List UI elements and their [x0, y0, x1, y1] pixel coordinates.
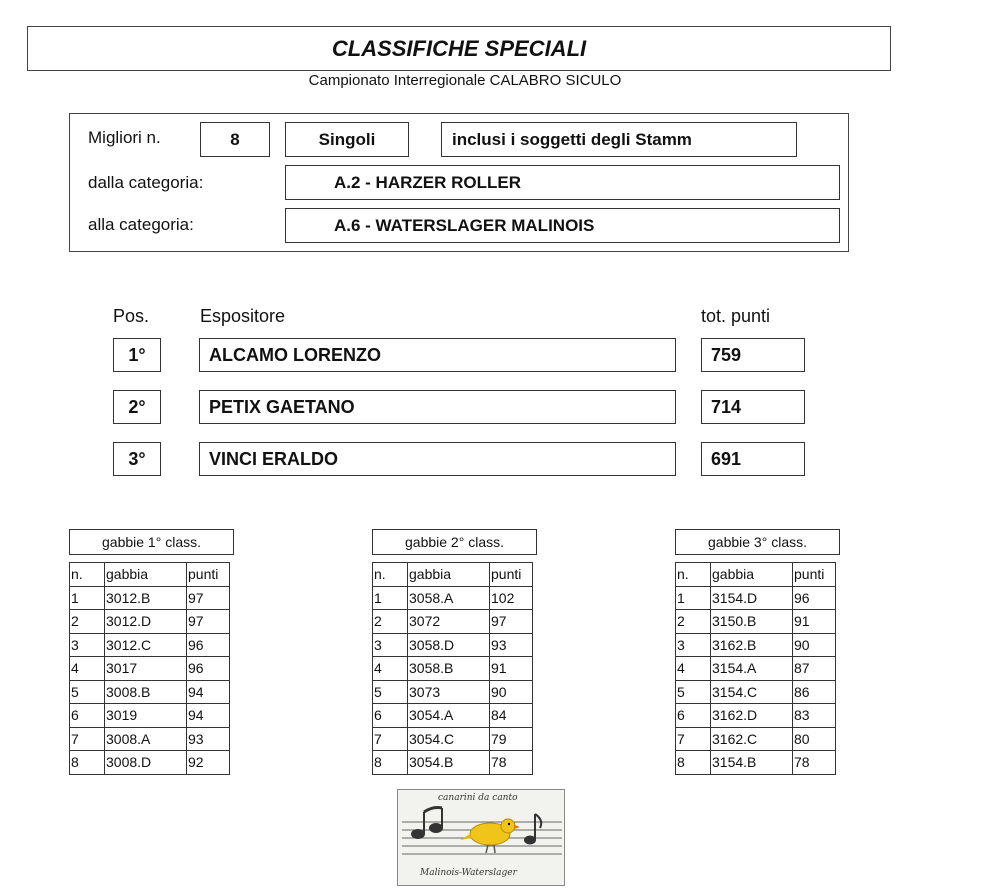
table-cell: 96	[187, 657, 230, 681]
table-cell: 3017	[105, 657, 187, 681]
header-cell: punti	[490, 563, 533, 587]
table-row	[70, 633, 230, 657]
table-cell: 78	[793, 751, 836, 775]
table-row	[373, 633, 533, 657]
table-cell: 94	[187, 680, 230, 704]
table-cell: 90	[793, 633, 836, 657]
table-cell: 6	[676, 704, 711, 728]
page-subtitle: Campionato Interregionale CALABRO SICULO	[308, 72, 622, 89]
table-cell: 5	[676, 680, 711, 704]
table-cell: 3054.C	[408, 727, 490, 751]
table-cell: 91	[793, 610, 836, 634]
table-row	[373, 704, 533, 728]
table-cell: 93	[187, 727, 230, 751]
header-cell: n.	[373, 563, 408, 587]
table-cell: 3162.D	[711, 704, 793, 728]
migliori-value: 8	[200, 122, 270, 157]
to-category-field: A.6 - WATERSLAGER MALINOIS	[285, 208, 840, 243]
col-pos-header: Pos.	[113, 306, 150, 326]
table-row	[373, 657, 533, 681]
table-cell: 3154.A	[711, 657, 793, 681]
table-cell: 3019	[105, 704, 187, 728]
header-cell: n.	[70, 563, 105, 587]
table-cell: 80	[793, 727, 836, 751]
rank-3-points: 691	[701, 442, 805, 476]
table-cell: 7	[70, 727, 105, 751]
table-header-row	[676, 563, 836, 587]
table-cell: 3150.B	[711, 610, 793, 634]
cages-3-title: gabbie 3° class.	[675, 529, 840, 555]
table-row	[70, 610, 230, 634]
table-row	[70, 680, 230, 704]
rank-3-name: VINCI ERALDO	[199, 442, 676, 476]
table-cell: 90	[490, 680, 533, 704]
table-row	[676, 657, 836, 681]
table-cell: 3058.A	[408, 586, 490, 610]
table-cell: 8	[373, 751, 408, 775]
table-cell: 3162.C	[711, 727, 793, 751]
table-cell: 8	[70, 751, 105, 775]
table-row	[373, 751, 533, 775]
rank-2-name: PETIX GAETANO	[199, 390, 676, 424]
table-row	[70, 657, 230, 681]
table-cell: 6	[70, 704, 105, 728]
header-cell: gabbia	[105, 563, 187, 587]
table-cell: 84	[490, 704, 533, 728]
table-row	[70, 586, 230, 610]
rank-1-points: 759	[701, 338, 805, 372]
table-cell: 3012.C	[105, 633, 187, 657]
table-row	[373, 727, 533, 751]
type-field: Singoli	[285, 122, 409, 157]
table-row	[70, 727, 230, 751]
table-row	[676, 680, 836, 704]
table-cell: 3	[373, 633, 408, 657]
table-cell: 78	[490, 751, 533, 775]
table-row	[373, 610, 533, 634]
table-cell: 83	[793, 704, 836, 728]
header-cell: gabbia	[711, 563, 793, 587]
migliori-label: Migliori n.	[88, 128, 161, 147]
table-cell: 5	[373, 680, 408, 704]
table-row	[70, 704, 230, 728]
table-cell: 86	[793, 680, 836, 704]
table-cell: 96	[187, 633, 230, 657]
table-cell: 3008.B	[105, 680, 187, 704]
table-cell: 3	[676, 633, 711, 657]
table-cell: 4	[70, 657, 105, 681]
table-row	[70, 751, 230, 775]
table-cell: 102	[490, 586, 533, 610]
page-title: CLASSIFICHE SPECIALI	[331, 35, 587, 61]
table-cell: 3054.B	[408, 751, 490, 775]
table-cell: 94	[187, 704, 230, 728]
table-cell: 3012.D	[105, 610, 187, 634]
from-category-label: dalla categoria:	[88, 173, 204, 192]
note-field: inclusi i soggetti degli Stamm	[441, 122, 797, 157]
table-row	[676, 751, 836, 775]
table-cell: 4	[373, 657, 408, 681]
col-exhibitor-header: Espositore	[200, 306, 286, 326]
rank-2-points: 714	[701, 390, 805, 424]
cages-2-table	[372, 562, 533, 775]
table-cell: 2	[70, 610, 105, 634]
table-cell: 3154.C	[711, 680, 793, 704]
table-cell: 6	[373, 704, 408, 728]
to-category-label: alla categoria:	[88, 215, 194, 234]
table-cell: 2	[676, 610, 711, 634]
table-cell: 3154.B	[711, 751, 793, 775]
table-cell: 4	[676, 657, 711, 681]
table-row	[676, 727, 836, 751]
table-cell: 3072	[408, 610, 490, 634]
table-row	[373, 680, 533, 704]
table-cell: 3054.A	[408, 704, 490, 728]
table-cell: 87	[793, 657, 836, 681]
table-cell: 8	[676, 751, 711, 775]
cages-3-table	[675, 562, 836, 775]
table-cell: 91	[490, 657, 533, 681]
table-cell: 1	[70, 586, 105, 610]
logo-bottom-text: Malinois-Waterslager	[420, 868, 517, 878]
table-cell: 1	[676, 586, 711, 610]
cages-2-title: gabbie 2° class.	[372, 529, 537, 555]
table-cell: 3012.B	[105, 586, 187, 610]
table-cell: 79	[490, 727, 533, 751]
table-cell: 1	[373, 586, 408, 610]
table-cell: 5	[70, 680, 105, 704]
table-cell: 3	[70, 633, 105, 657]
canary-music-logo	[397, 789, 565, 886]
table-cell: 3154.D	[711, 586, 793, 610]
table-cell: 3058.D	[408, 633, 490, 657]
header-cell: gabbia	[408, 563, 490, 587]
header-cell: n.	[676, 563, 711, 587]
table-row	[373, 586, 533, 610]
table-cell: 96	[793, 586, 836, 610]
table-cell: 7	[676, 727, 711, 751]
table-cell: 97	[187, 586, 230, 610]
cages-1-title: gabbie 1° class.	[69, 529, 234, 555]
table-cell: 97	[490, 610, 533, 634]
table-row	[676, 633, 836, 657]
table-cell: 7	[373, 727, 408, 751]
table-row	[676, 586, 836, 610]
table-row	[676, 610, 836, 634]
table-cell: 93	[490, 633, 533, 657]
cages-1-table	[69, 562, 230, 775]
rank-3-pos: 3°	[113, 442, 161, 476]
table-cell: 2	[373, 610, 408, 634]
col-points-header: tot. punti	[701, 306, 771, 326]
rank-1-pos: 1°	[113, 338, 161, 372]
table-header-row	[70, 563, 230, 587]
table-cell: 3162.B	[711, 633, 793, 657]
table-cell: 3008.A	[105, 727, 187, 751]
table-cell: 3073	[408, 680, 490, 704]
table-cell: 97	[187, 610, 230, 634]
table-cell: 92	[187, 751, 230, 775]
header-cell: punti	[793, 563, 836, 587]
rank-1-name: ALCAMO LORENZO	[199, 338, 676, 372]
table-cell: 3008.D	[105, 751, 187, 775]
rank-2-pos: 2°	[113, 390, 161, 424]
table-cell: 3058.B	[408, 657, 490, 681]
header-cell: punti	[187, 563, 230, 587]
logo-top-text: canarini da canto	[438, 793, 518, 803]
from-category-field: A.2 - HARZER ROLLER	[285, 165, 840, 200]
table-row	[676, 704, 836, 728]
title-box	[27, 26, 891, 71]
table-header-row	[373, 563, 533, 587]
